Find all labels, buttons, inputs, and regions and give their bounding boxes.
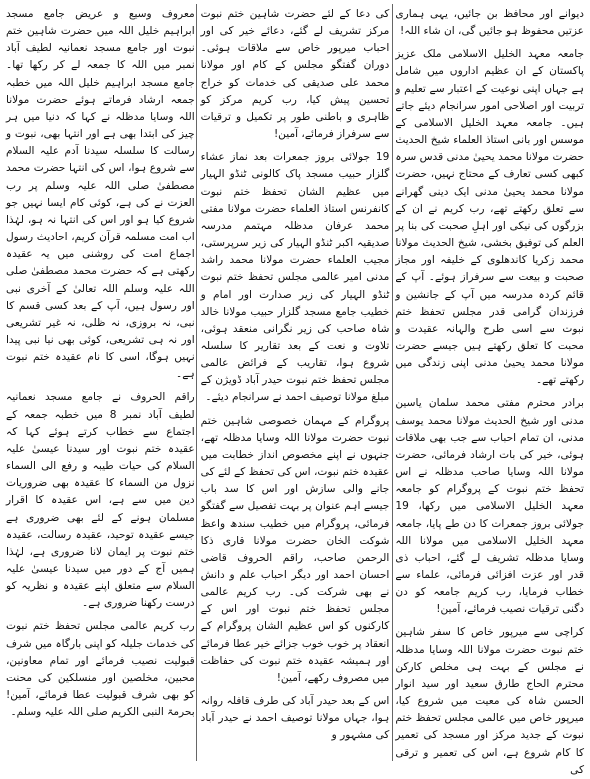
paragraph: اس کے بعد حیدر آباد کی طرف قافلہ روانہ ہوا، جہاں مولانا توصیف احمد نے حیدر آباد کی مشہور و — [200, 695, 390, 742]
paragraph: رب کریم عالمی مجلس تحفظ ختم نبوت کی خدمات جلیلہ کو اپنی بارگاہ میں شرف قبولیت نصیب فرمائے اور تمام معاونین، محبین، مخلصین اور منسلکین کی محنت کو بھی شرف قبولیت عطا فرمائے، آمین! بحرمۃ النبی الکریم صلی اللہ علیہ وسلم۔ — [5, 620, 195, 719]
paragraph: کراچی سے میرپور خاص کا سفر شاہین ختم نبوت حضرت مولانا اللہ وسایا مدظلہ نے مجلس کے بہت ہی مخلص کارکن محترم الحاج طارق سعید اور سید انوار الحسن شاہ کی معیت میں شروع کیا، میرپور خاص میں عالمی مجلس تحفظ ختم نبوت کے جدید مرکز اور مسجد کی تعمیر کا کام شروع ہے، اس کی تعمیر و ترقی کی — [395, 626, 584, 776]
text-column-right — [395, 6, 584, 776]
paragraph: کی دعا کے لئے حضرت شاہین ختم نبوت مرکز تشریف لے گئے، دعائے خیر کی اور احباب میرپور خاص سے ملاقات ہوئی۔ دوران گفتگو مجلس کے کام اور مولانا محمد علی صدیقی کی خدمات کو خراج تحسین پیش کیا، رب کریم مرکز کو ظاہری و باطنی طور پر تکمیل و ترقیات سے سرفراز فرمائے، آمین! — [200, 8, 390, 141]
paragraph: دیوانے اور محافظ بن جائیں، یہی ہماری عزتیں محفوظ ہو جائیں گی، ان شاء اللہ! — [395, 8, 584, 38]
paragraph: 19 جولائی بروز جمعرات بعد نماز عشاء گلزار حبیب مسجد پاک کالونی ٹنڈو الہیار میں عظیم الشان تحفظ ختم نبوت کانفرنس استاذ العلماء حضرت مولانا مفتی محمد عرفان مدظلہ مہتمم مدرسہ صدیقیہ اکبر ٹنڈو الہیار کی زیر سرپرستی، مجیب العلماء حضرت مولانا محمد راشد مدنی امیر عالمی مجلس تحفظ ختم نبوت ٹنڈو الہیار کی زیر صدارت اور امام و خطیب جامع مسجد گلزار حبیب مولانا خالد شاہ صاحب کی زیر نگرانی منعقد ہوئی، تلاوت و نعت کے بعد تقاریر کا سلسلہ شروع ہوا، تقاریب کے فرائض عالمی مجلس تحفظ ختم نبوت حیدر آباد ڈویژن کے مبلغ مولانا توصیف احمد نے سرانجام دیئے۔ — [200, 151, 390, 404]
paragraph: پروگرام کے مہمان خصوصی شاہین ختم نبوت حضرت مولانا اللہ وسایا مدظلہ تھے، جنہوں نے اپنے مخصوص انداز خطابت میں عقیدہ ختم نبوت، اس کی تحفظ کے لئے کی جانے والی سازش اور اس کا سد باب جیسے اہم عنوان پر بہت تفصیل سے گفتگو فرمائی، پروگرام میں خطیب سندھ واعظ شوکت الخان حضرت مولانا قاری ذکا الرحمن صاحب، راقم الحروف قاضی احسان احمد اور دیگر احباب علم و دانش نے بھی شرکت کی۔ رب کریم عالمی مجلس تحفظ ختم نبوت اور اس کے کارکنوں کو اس عظیم الشان پروگرام کے انعقاد پر خوب خوب جزائے خیر عطا فرمائے اور ہمیشہ عقیدہ ختم نبوت کی حفاظت میں مصروف رکھے، آمین! — [200, 414, 390, 684]
text-column-middle — [201, 6, 390, 761]
paragraph: برادر محترم مفتی محمد سلمان یاسین مدنی اور شیخ الحدیث مولانا محمد یوسف مدنی، ان تمام احباب سے جب بھی ملاقات ہوئی، خیر کی بات ارشاد فرمائی، حضرت مولانا اللہ وسایا صاحب مدظلہ نے اس تحفظ ختم نبوت کے پروگرام کو جامعہ معہد الخلیل الاسلامی میں رکھا، 19 جولائی بروز جمعرات کا دن طے پایا، جامعہ معہد الخلیل الاسلامی میں مولانا اللہ وسایا مدظلہ تشریف لے گئے، احباب ذی قدر اور عزت افزائی فرمائی، علماء سے خطاب فرمایا، رب کریم جامعہ کو دن دگنی ترقیات نصیب فرمائے، آمین! — [395, 397, 584, 616]
column-divider — [392, 4, 393, 761]
column-divider — [196, 4, 197, 761]
paragraph: جامعہ معہد الخلیل الاسلامی ملک عزیز پاکستان کے ان عظیم اداروں میں شامل ہے جہاں اپنی نوعیت کے اعتبار سے تعلیم و تربیت اور اصلاحی امور سرانجام دیئے جاتے ہیں۔ جامعہ معہد الخلیل الاسلامی کے موسس اور بانی استاذ العلماء شیخ الحدیث حضرت مولانا محمد یحییٰ مدنی قدس سرہ کبھی کسی تعارف کے محتاج نہیں، حضرت مولانا محمد یحییٰ مدنی ایک دینی گھرانے سے تعلق رکھتے تھے، رب کریم نے ان کے بزرگوں کی نیکی اور اہلِ صحبت کی بنا پر العلم کی توفیق بخشی، شیخ الحدیث مولانا محمد زکریا کاندھلوی کے خلیفہ اور مجاز صحبت و بیعت سے سرفراز ہوئے۔ آپ کے قائم کردہ مدرسہ میں آپ کے جانشین و فرزندان گرامی قدر مجلس تحفظ ختم نبوت سے اسی طرح والہانہ عقیدت و محبت کا تعلق رکھتے ہیں جیسے حضرت مولانا محمد یحییٰ مدنی اپنی زندگی میں رکھتے تھے۔ — [395, 48, 584, 387]
paragraph: راقم الحروف نے جامع مسجد نعمانیہ لطیف آباد نمبر 8 میں خطبہ جمعہ کے اجتماع سے خطاب کرتے ہوئے کہا کہ عقیدہ ختم نبوت اور سیدنا عیسیٰ علیہ السلام کی حیات طیبہ و رفع الی السماء نزول من السماء کا عقیدہ بھی ضروریات دین میں سے ہے، اس عقیدہ کا اقرار مسلمان ہونے کے لئے بھی ضروری ہے جیسے عقیدہ توحید، عقیدہ رسالت، عقیدہ ختم نبوت پر ایمان لانا ضروری ہے، لہٰذا ہمیں آج کے دور میں سیدنا عیسیٰ علیہ السلام سے متعلق اپنے عقیدہ و نظریہ کو درست رکھنا ضروری ہے۔ — [5, 391, 195, 610]
paragraph: معروف وسیع و عریض جامع مسجد ابراہیم خلیل اللہ میں حضرت شاہین ختم نبوت اور جامع مسجد نعمانیہ لطیف آباد نمبر میں اللہ کا جمعہ لے کر رکھا تھا۔ جامع مسجد ابراہیم خلیل اللہ میں خطبہ جمعہ ارشاد فرماتے ہوئے حضرت مولانا اللہ وسایا مدظلہ نے کہا کہ دنیا میں ہر چیز کی ابتدا بھی ہے اور انتہا بھی، نبوت و رسالت کا سلسلہ سیدنا آدم علیہ السلام سے شروع ہوا، اس کی انتہا حضرت محمد مصطفیٰ صلی اللہ علیہ وسلم پر رب العزت نے کی ہے، کوئی کام ایسا نہیں جو شروع کیا ہو اور اس کی انتہا نہ ہو، لہٰذا اب امت مسلمہ قرآن کریم، احادیث رسول اجماع امت کی روشنی میں یہ عقیدہ رکھتی ہے کہ حضرت محمد مصطفیٰ صلی اللہ علیہ وسلم اللہ تعالیٰ کے آخری نبی اور رسول ہیں، آپ کے بعد کسی قسم کا نبی، نہ بروزی، نہ ظلی، نہ غیر تشریعی اور نہ ہی تشریعی، کوئی بھی نیا نبی پیدا نہیں ہوگا، اسی کا نام عقیدہ ختم نبوت ہے۔ — [5, 8, 195, 381]
text-column-left — [6, 6, 195, 761]
